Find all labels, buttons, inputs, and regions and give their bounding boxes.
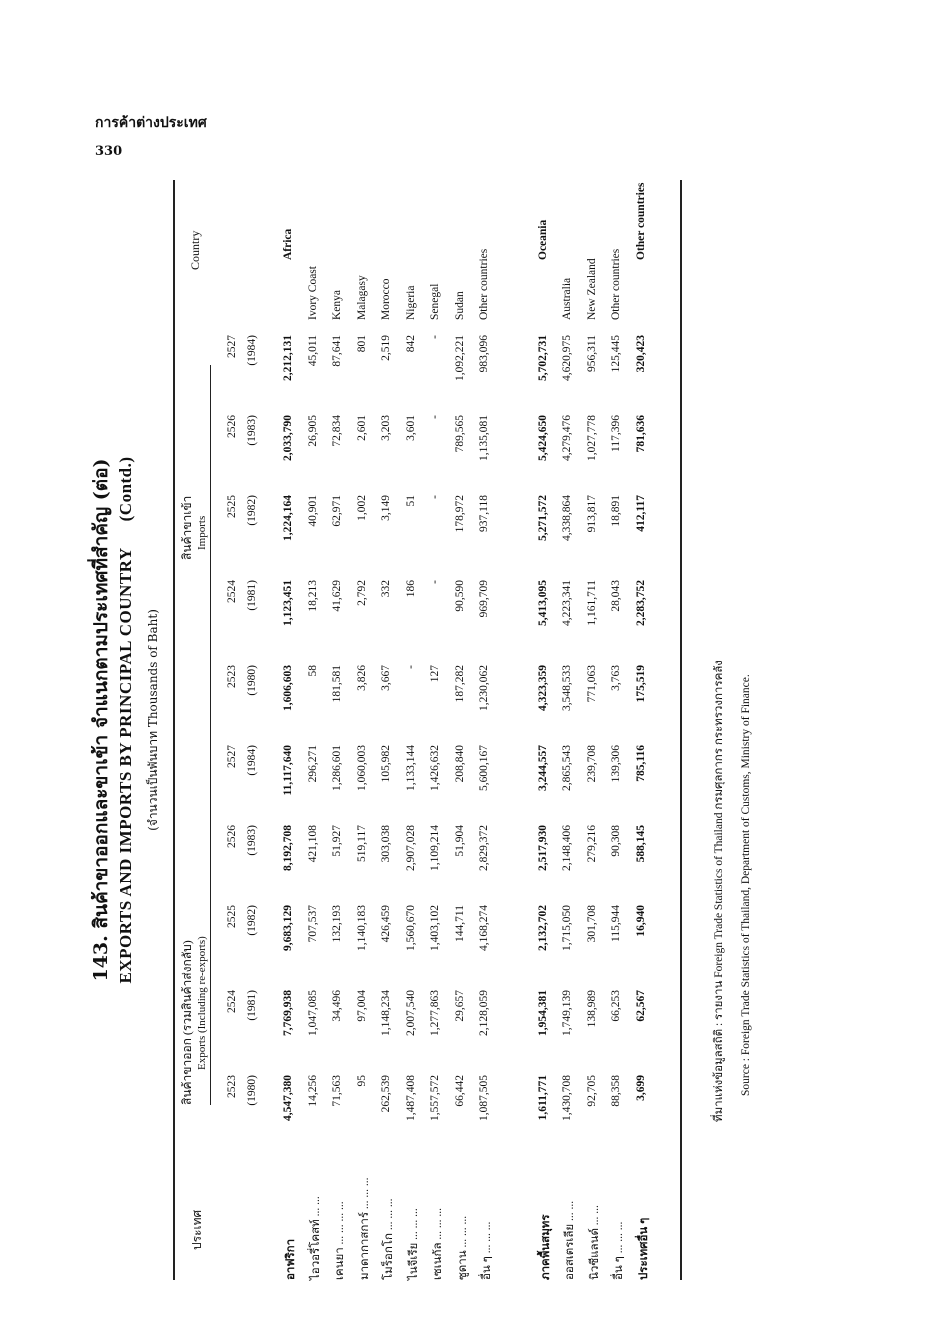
table-cell: 801 xyxy=(355,335,368,353)
title-thai: 143. สินค้าขาออกและขาเข้า จำแนกตามประเทศที่สำคัญ (ต่อ) xyxy=(90,458,112,982)
table-cell: 1,133,144 xyxy=(404,745,417,791)
table-cell: 41,629 xyxy=(331,580,343,612)
table-cell: 90,590 xyxy=(453,580,466,612)
table-cell: 1,749,139 xyxy=(561,990,573,1036)
exports-header-thai: สินค้าขาออก (รวมสินค้าส่งกลับ) xyxy=(180,940,194,1105)
table-cell: 71,563 xyxy=(331,1075,343,1107)
table-cell: 5,600,167 xyxy=(478,745,490,791)
year-ad-header: (1982) xyxy=(246,495,258,526)
row-label-english: Morocco xyxy=(380,278,392,320)
table-top-rule xyxy=(173,180,175,1280)
table-cell: 115,944 xyxy=(610,905,622,942)
year-be-header: 2526 xyxy=(226,415,238,438)
year-be-header: 2527 xyxy=(226,335,238,358)
table-cell: 62,971 xyxy=(331,495,343,527)
table-cell: - xyxy=(429,415,441,419)
rotated-table-page xyxy=(80,160,820,1290)
row-label-thai: เคนยา ... ... ... ... xyxy=(334,1201,346,1280)
table-cell: 3,763 xyxy=(610,665,622,691)
table-cell: 4,168,274 xyxy=(478,905,490,951)
table-cell: 66,442 xyxy=(453,1075,466,1107)
table-cell: 51,904 xyxy=(453,825,466,857)
table-cell: 983,096 xyxy=(478,335,490,373)
table-cell: - xyxy=(404,665,417,669)
row-label-thai: โมร็อกโก ... ... ... xyxy=(383,1198,395,1280)
table-cell: 178,972 xyxy=(453,495,466,533)
year-ad-header: (1984) xyxy=(246,335,258,366)
table-cell: 1,557,572 xyxy=(429,1075,441,1121)
table-cell: 781,636 xyxy=(634,415,647,453)
row-label-english: Africa xyxy=(282,228,294,260)
row-label-english: Senegal xyxy=(429,283,441,320)
table-cell: 1,027,778 xyxy=(585,415,598,461)
table-cell: - xyxy=(429,495,441,499)
table-bottom-rule xyxy=(680,180,682,1280)
table-cell: 1,140,183 xyxy=(355,905,368,951)
table-cell: 11,117,640 xyxy=(282,745,294,796)
row-label-english: Other countries xyxy=(634,182,647,260)
table-cell: 4,547,380 xyxy=(282,1075,294,1121)
table-cell: 969,709 xyxy=(478,580,490,618)
row-label-english: Other countries xyxy=(478,248,490,320)
table-cell: 51 xyxy=(404,495,417,507)
table-cell: 127 xyxy=(429,665,441,683)
table-cell: 4,223,341 xyxy=(561,580,573,626)
table-cell: 92,705 xyxy=(585,1075,598,1107)
year-be-header: 2524 xyxy=(226,990,238,1013)
table-cell: 1,047,085 xyxy=(306,990,319,1036)
table-cell: 2,212,131 xyxy=(282,335,294,381)
row-label-thai: ซูดาน ... ... ... xyxy=(456,1215,469,1280)
table-cell: 5,424,650 xyxy=(536,415,549,461)
row-label-english: Australia xyxy=(561,277,573,320)
year-be-header: 2527 xyxy=(226,745,238,768)
imports-header-english: Imports xyxy=(196,515,208,550)
table-cell: 97,004 xyxy=(355,990,368,1022)
table-cell: 2,792 xyxy=(355,580,368,606)
table-cell: 187,282 xyxy=(453,665,466,703)
table-cell: 956,311 xyxy=(585,335,598,372)
table-cell: 1,606,603 xyxy=(282,665,294,711)
table-cell: 88,358 xyxy=(610,1075,622,1107)
row-label-thai: นิวซีแลนด์ ... ... xyxy=(588,1205,601,1280)
table-cell: 2,517,930 xyxy=(536,825,549,871)
year-ad-header: (1984) xyxy=(246,745,258,776)
table-cell: 426,459 xyxy=(380,905,392,943)
table-cell: 26,905 xyxy=(306,415,319,447)
table-cell: 1,715,050 xyxy=(561,905,573,951)
row-label-thai: อื่น ๆ ... ... ... xyxy=(481,1221,493,1280)
table-cell: 5,413,095 xyxy=(536,580,549,626)
table-cell: 87,641 xyxy=(331,335,343,367)
table-cell: 320,423 xyxy=(634,335,647,373)
source-english: Source : Foreign Trade Statistics of Thailand, Department of Customs, Ministry of Finance. xyxy=(740,674,752,1096)
table-cell: 3,244,557 xyxy=(536,745,549,791)
table-cell: 421,108 xyxy=(306,825,319,863)
table-cell: 2,033,790 xyxy=(282,415,294,461)
table-cell: 138,989 xyxy=(585,990,598,1028)
table-cell: 34,496 xyxy=(331,990,343,1022)
row-label-english: Oceania xyxy=(536,219,549,260)
table-cell: 125,445 xyxy=(610,335,622,373)
table-cell: 3,203 xyxy=(380,415,392,441)
title-english-text: EXPORTS AND IMPORTS BY PRINCIPAL COUNTRY xyxy=(116,547,135,984)
year-ad-header: (1981) xyxy=(246,990,258,1021)
table-cell: - xyxy=(429,580,441,584)
row-label-english: Kenya xyxy=(331,289,343,320)
row-label-thai: อาฟริกา xyxy=(285,1238,297,1280)
table-cell: 239,708 xyxy=(585,745,598,783)
col-country-thai: ประเทศ xyxy=(190,1209,204,1250)
table-cell: 51,927 xyxy=(331,825,343,857)
table-cell: 1,560,670 xyxy=(404,905,417,951)
table-cell: 332 xyxy=(380,580,392,598)
row-label-thai: อื่น ๆ ... ... ... xyxy=(613,1221,625,1280)
row-label-english: Other countries xyxy=(610,248,622,320)
row-label-english: Malagasy xyxy=(355,275,368,320)
row-label-thai: มาดากาสการ์ ... ... ... xyxy=(358,1177,371,1280)
table-cell: 2,519 xyxy=(380,335,392,361)
table-cell: 72,834 xyxy=(331,415,343,447)
table-cell: 296,271 xyxy=(306,745,319,783)
table-cell: 1,277,863 xyxy=(429,990,441,1036)
table-cell: 2,829,372 xyxy=(478,825,490,871)
table-cell: 90,308 xyxy=(610,825,622,857)
table-cell: 771,063 xyxy=(585,665,598,703)
table-cell: 1,092,221 xyxy=(453,335,466,381)
table-cell: 303,038 xyxy=(380,825,392,863)
table-cell: 4,620,975 xyxy=(561,335,573,381)
table-cell: 519,117 xyxy=(355,825,368,862)
table-cell: 3,601 xyxy=(404,415,417,441)
table-cell: 2,601 xyxy=(355,415,368,441)
col-country-english: Country xyxy=(188,230,202,270)
table-cell: 1,426,632 xyxy=(429,745,441,791)
row-label-thai: ภาคพื้นสมุทร xyxy=(539,1214,552,1280)
table-cell: 1,954,381 xyxy=(536,990,549,1036)
table-cell: 1,403,102 xyxy=(429,905,441,951)
table-cell: 186 xyxy=(404,580,417,598)
table-cell: 588,145 xyxy=(634,825,647,863)
table-cell: 14,256 xyxy=(306,1075,319,1107)
table-cell: 1,135,081 xyxy=(478,415,490,461)
year-be-header: 2525 xyxy=(226,495,238,518)
unit-note: (จำนวนเป็นพันบาท Thousands of Baht) xyxy=(146,609,160,831)
table-cell: 18,891 xyxy=(610,495,622,527)
page-number: 330 xyxy=(95,144,123,159)
table-cell: 1,148,234 xyxy=(380,990,392,1036)
table-cell: 5,271,572 xyxy=(536,495,549,541)
table-cell: 2,128,059 xyxy=(478,990,490,1036)
table-cell: 5,702,731 xyxy=(536,335,549,381)
table-cell: 1,230,062 xyxy=(478,665,490,711)
year-ad-header: (1983) xyxy=(246,825,258,856)
table-cell: 62,567 xyxy=(634,990,647,1022)
table-cell: 9,683,129 xyxy=(282,905,294,951)
year-be-header: 2523 xyxy=(226,665,238,688)
table-cell: 208,840 xyxy=(453,745,466,783)
table-cell: 1,109,214 xyxy=(429,825,441,871)
year-ad-header: (1980) xyxy=(246,665,258,696)
table-cell: 1,224,164 xyxy=(282,495,294,541)
table-cell: 301,708 xyxy=(585,905,598,943)
title-english xyxy=(116,270,136,1170)
source-thai: ที่มาแห่งข้อมูลสถิติ : รายงาน Foreign Trade Statistics of Thailand กรมศุลกากร กระทรวงการคลัง xyxy=(713,660,725,1122)
table-cell: 1,161,711 xyxy=(585,580,598,626)
table-cell: 95 xyxy=(355,1075,368,1087)
title-contd: (Contd.) xyxy=(116,456,135,522)
table-cell: 2,865,543 xyxy=(561,745,573,791)
row-label-thai: ไอวอรี่โคสท์ ... ... xyxy=(309,1196,322,1280)
row-label-thai: เซเนกัล ... ... ... xyxy=(432,1207,444,1280)
table-cell: 2,907,028 xyxy=(404,825,417,871)
table-cell: 2,148,406 xyxy=(561,825,573,871)
year-be-header: 2526 xyxy=(226,825,238,848)
table-cell: 913,817 xyxy=(585,495,598,533)
table-cell: 58 xyxy=(306,665,319,677)
table-cell: 8,192,708 xyxy=(282,825,294,871)
year-be-header: 2525 xyxy=(226,905,238,928)
table-cell: 175,519 xyxy=(634,665,647,703)
table-cell: 842 xyxy=(404,335,417,353)
table-cell: 1,487,408 xyxy=(404,1075,417,1121)
row-label-thai: ไนจีเรีย ... ... ... xyxy=(407,1208,420,1280)
table-cell: 105,982 xyxy=(380,745,392,783)
table-cell: 4,338,864 xyxy=(561,495,573,541)
table-cell: 1,060,003 xyxy=(355,745,368,791)
table-cell: 117,396 xyxy=(610,415,622,452)
year-ad-header: (1980) xyxy=(246,1075,258,1106)
table-cell: 139,306 xyxy=(610,745,622,783)
table-cell: 4,323,359 xyxy=(536,665,549,711)
table-cell: 3,548,533 xyxy=(561,665,573,711)
table-cell: 132,193 xyxy=(331,905,343,943)
table-cell: 262,539 xyxy=(380,1075,392,1113)
year-ad-header: (1983) xyxy=(246,415,258,446)
row-label-thai: ออสเตรเลีย ... ... xyxy=(564,1200,576,1280)
table-cell: 785,116 xyxy=(634,745,647,782)
table-cell: 144,711 xyxy=(453,905,466,942)
table-cell: 1,286,601 xyxy=(331,745,343,791)
table-cell: 937,118 xyxy=(478,495,490,532)
section-header: การค้าต่างประเทศ xyxy=(95,115,207,131)
table-cell: - xyxy=(429,335,441,339)
table-cell: 2,007,540 xyxy=(404,990,417,1036)
year-ad-header: (1982) xyxy=(246,905,258,936)
exports-header-english: Exports (Including re-exports) xyxy=(196,936,208,1070)
table-cell: 3,667 xyxy=(380,665,392,691)
table-cell: 1,430,708 xyxy=(561,1075,573,1121)
table-cell: 1,611,771 xyxy=(536,1075,549,1121)
imports-header-thai: สินค้าขาเข้า xyxy=(180,495,194,560)
table-cell: 16,940 xyxy=(634,905,647,937)
table-cell: 2,132,702 xyxy=(536,905,549,951)
table-cell: 412,117 xyxy=(634,495,647,532)
table-cell: 40,901 xyxy=(306,495,319,527)
table-cell: 1,002 xyxy=(355,495,368,521)
table-cell: 29,657 xyxy=(453,990,466,1022)
year-be-header: 2523 xyxy=(226,1075,238,1098)
table-cell: 181,581 xyxy=(331,665,343,703)
table-cell: 789,565 xyxy=(453,415,466,453)
row-label-english: Nigeria xyxy=(404,285,417,320)
year-be-header: 2524 xyxy=(226,580,238,603)
table-cell: 2,283,752 xyxy=(634,580,647,626)
table-cell: 28,043 xyxy=(610,580,622,612)
table-cell: 279,216 xyxy=(585,825,598,863)
year-ad-header: (1981) xyxy=(246,580,258,611)
table-cell: 3,149 xyxy=(380,495,392,521)
table-cell: 3,826 xyxy=(355,665,368,691)
table-cell: 45,011 xyxy=(306,335,319,367)
row-label-english: Sudan xyxy=(453,291,466,320)
table-cell: 4,279,476 xyxy=(561,415,573,461)
row-label-thai: ประเทศอื่น ๆ xyxy=(637,1217,650,1280)
table-cell: 66,253 xyxy=(610,990,622,1022)
row-label-english: Ivory Coast xyxy=(306,266,319,320)
table-cell: 18,213 xyxy=(306,580,319,612)
exports-rule xyxy=(210,750,211,1105)
imports-rule xyxy=(210,365,211,750)
table-cell: 707,537 xyxy=(306,905,319,943)
table-cell: 1,123,451 xyxy=(282,580,294,626)
row-label-english: New Zealand xyxy=(585,258,598,320)
table-cell: 1,087,505 xyxy=(478,1075,490,1121)
table-cell: 7,769,938 xyxy=(282,990,294,1036)
table-cell: 3,699 xyxy=(634,1075,647,1101)
